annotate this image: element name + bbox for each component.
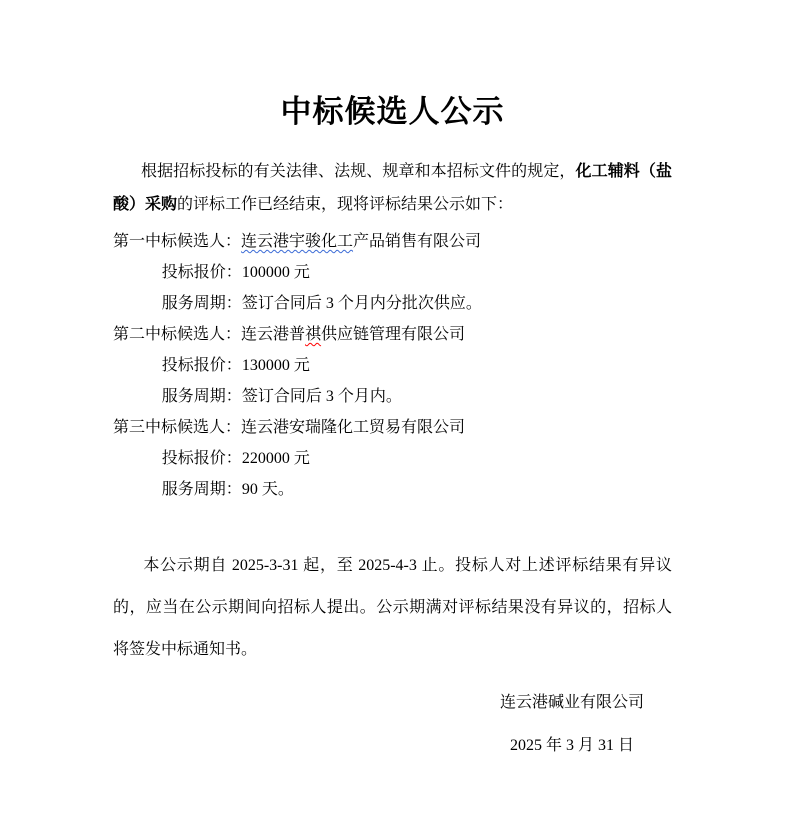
service-period-label: 服务周期： bbox=[161, 295, 242, 312]
bid-price-value: 100000 元 bbox=[241, 264, 310, 281]
candidate-rank-label: 第一中标候选人： bbox=[113, 233, 242, 250]
signature-block bbox=[472, 681, 672, 767]
service-period-line bbox=[113, 474, 672, 505]
bid-price-line bbox=[113, 257, 672, 288]
service-period-label: 服务周期： bbox=[161, 481, 242, 498]
candidate-rank-label: 第三中标候选人： bbox=[113, 419, 242, 436]
candidate-name-spellcheck: 祺 bbox=[305, 326, 322, 343]
candidate-block-2 bbox=[113, 319, 672, 412]
intro-text-prefix: 根据招标投标的有关法律、法规、规章和本招标文件的规定， bbox=[141, 163, 576, 180]
bid-price-label: 投标报价： bbox=[161, 450, 242, 467]
candidate-block-3 bbox=[113, 412, 672, 505]
candidate-name: 产品销售有限公司 bbox=[353, 233, 482, 250]
candidates-list bbox=[113, 226, 672, 505]
bid-price-value: 130000 元 bbox=[241, 357, 310, 374]
signature-date: 2025 年 3 月 31 日 bbox=[509, 737, 634, 754]
candidate-rank-line bbox=[113, 226, 672, 257]
intro-text-suffix: 的评标工作已经结束，现将评标结果公示如下： bbox=[177, 196, 514, 213]
service-period-value: 签订合同后 3 个月内分批次供应。 bbox=[241, 295, 482, 312]
document-page bbox=[0, 93, 786, 828]
signature-company: 连云港碱业有限公司 bbox=[499, 694, 644, 711]
candidate-rank-line bbox=[113, 412, 672, 443]
candidate-block-1 bbox=[113, 226, 672, 319]
service-period-line bbox=[113, 288, 672, 319]
candidate-name: 供应链管理有限公司 bbox=[321, 326, 466, 343]
procurement-name-bold: 化工辅料（盐酸）采购 bbox=[113, 163, 672, 213]
bid-price-label: 投标报价： bbox=[161, 357, 242, 374]
candidate-name-spellcheck: 连云港宇骏化工 bbox=[241, 233, 354, 250]
service-period-label: 服务周期： bbox=[161, 388, 242, 405]
candidate-name: 连云港普 bbox=[241, 326, 306, 343]
publicity-notice-paragraph: 本公示期自 2025-3-31 起，至 2025-4-3 止。投标人对上述评标结果有异议的，应当在公示期间向招标人提出。公示期满对评标结果没有异议的，招标人将签发中标通知书。 bbox=[113, 557, 672, 658]
candidate-rank-line bbox=[113, 319, 672, 350]
candidate-name: 连云港安瑞隆化工贸易有限公司 bbox=[241, 419, 466, 436]
bid-price-value: 220000 元 bbox=[241, 450, 310, 467]
document-title: 中标候选人公示 bbox=[280, 94, 505, 129]
service-period-value: 90 天。 bbox=[241, 481, 294, 498]
bid-price-label: 投标报价： bbox=[161, 264, 242, 281]
service-period-line bbox=[113, 381, 672, 412]
service-period-value: 签订合同后 3 个月内。 bbox=[241, 388, 402, 405]
intro-paragraph bbox=[113, 155, 672, 221]
bid-price-line bbox=[113, 350, 672, 381]
bid-price-line bbox=[113, 443, 672, 474]
candidate-rank-label: 第二中标候选人： bbox=[113, 326, 242, 343]
